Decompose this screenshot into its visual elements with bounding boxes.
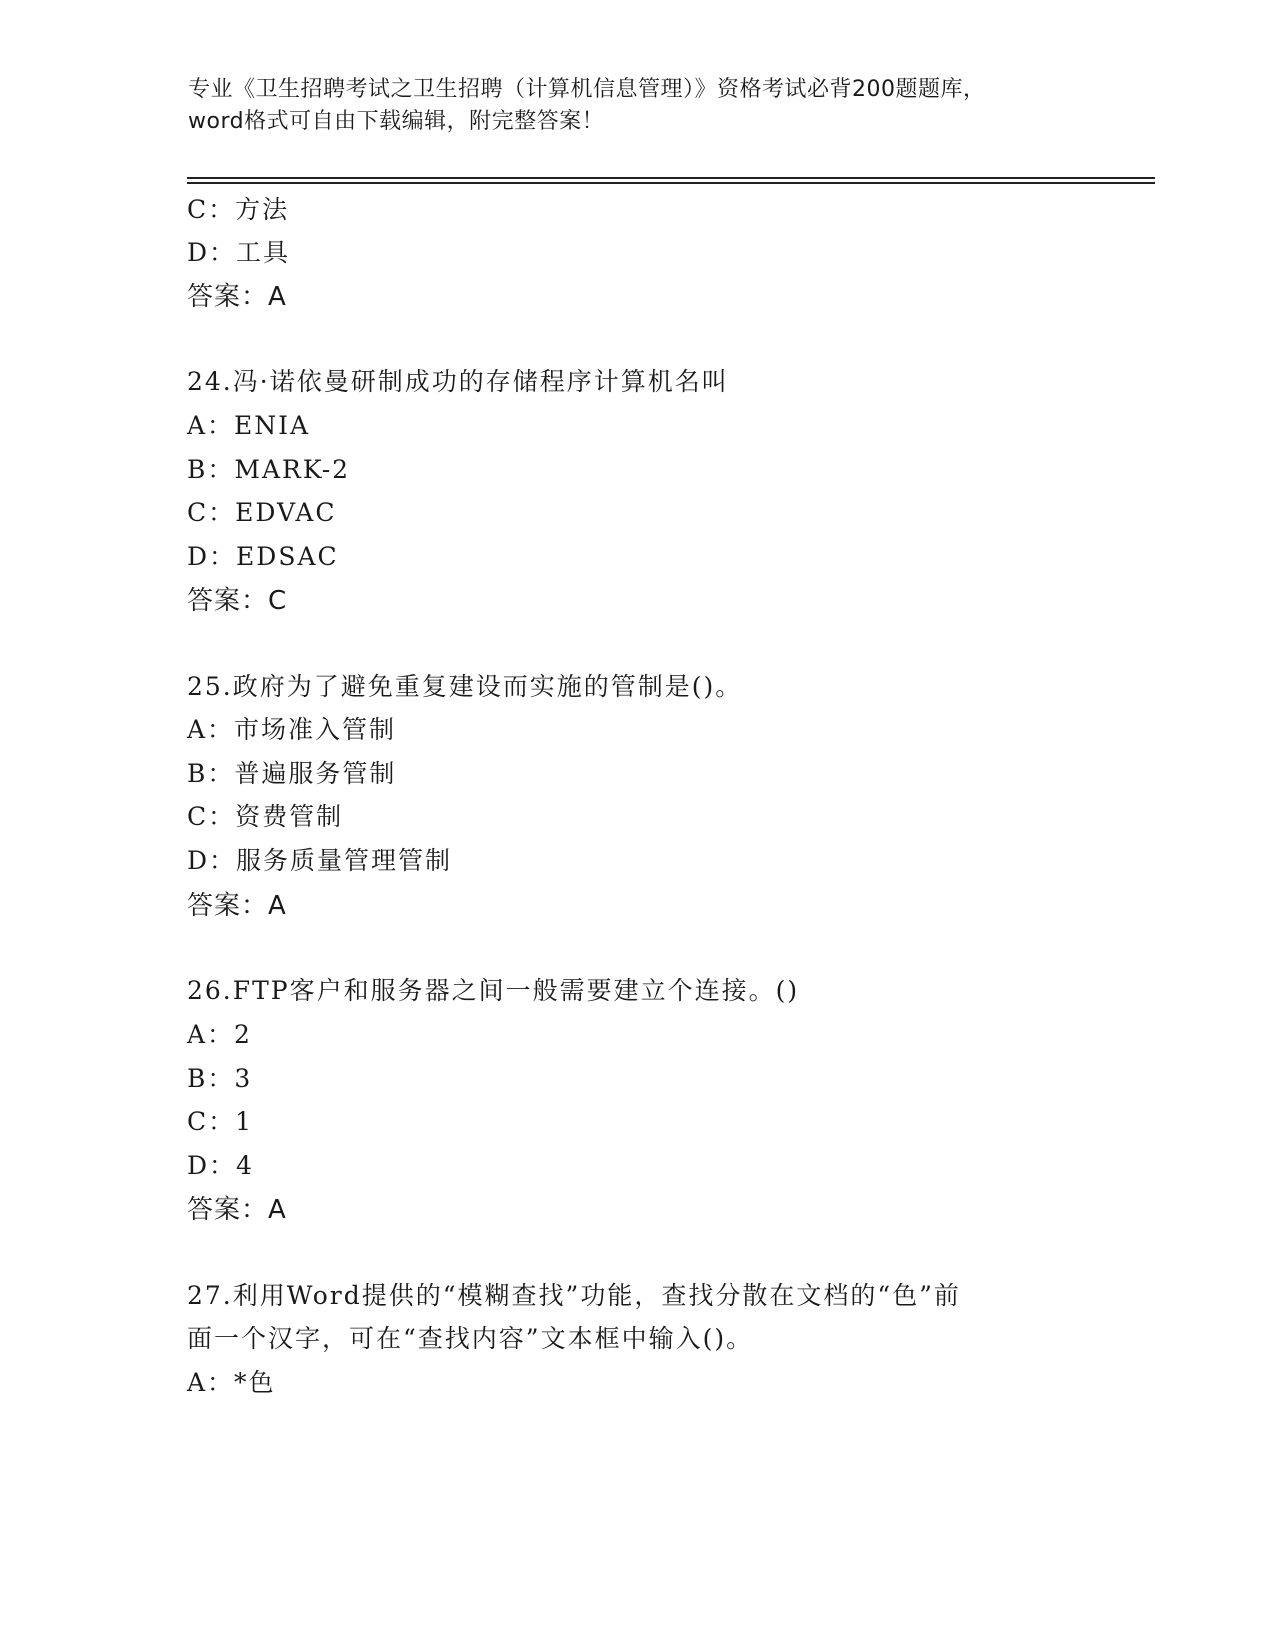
question-stem-line-1: 27.利用Word提供的“模糊查找”功能，查找分散在文档的“色”前 <box>187 1281 961 1310</box>
answer-line: 答案：A <box>187 891 287 921</box>
answer-line: 答案：C <box>187 586 288 616</box>
option-d: D：4 <box>187 1151 254 1180</box>
option-c: C：方法 <box>187 195 290 224</box>
option-d: D：EDSAC <box>187 542 339 571</box>
header-divider-top <box>187 177 1155 179</box>
option-a: A：2 <box>187 1020 252 1049</box>
option-c: C：资费管制 <box>187 802 344 831</box>
question-stem: 24.冯·诺依曼研制成功的存储程序计算机名叫 <box>187 367 729 396</box>
option-a: A：*色 <box>187 1368 276 1397</box>
answer-line: 答案：A <box>187 282 287 312</box>
document-header <box>188 74 1088 138</box>
option-b: B：MARK-2 <box>187 455 351 484</box>
option-a: A：ENIA <box>187 411 311 440</box>
option-a: A：市场准入管制 <box>187 715 397 744</box>
answer-line: 答案：A <box>187 1195 287 1225</box>
question-stem-line-2: 面一个汉字，可在“查找内容”文本框中输入()。 <box>187 1324 754 1353</box>
option-d: D：服务质量管理管制 <box>187 846 453 875</box>
header-line-2: word格式可自由下载编辑，附完整答案！ <box>188 109 605 134</box>
option-c: C：1 <box>187 1107 254 1136</box>
option-b: B：普遍服务管制 <box>187 759 397 788</box>
option-c: C：EDVAC <box>187 498 337 527</box>
header-line-1: 专业《卫生招聘考试之卫生招聘（计算机信息管理）》资格考试必背200题题库， <box>188 77 986 102</box>
question-stem: 25.政府为了避免重复建设而实施的管制是()。 <box>187 672 743 701</box>
option-b: B：3 <box>187 1064 253 1093</box>
header-divider-bottom <box>187 182 1155 184</box>
question-stem: 26.FTP客户和服务器之间一般需要建立个连接。() <box>187 976 800 1005</box>
option-d: D：工具 <box>187 238 291 267</box>
